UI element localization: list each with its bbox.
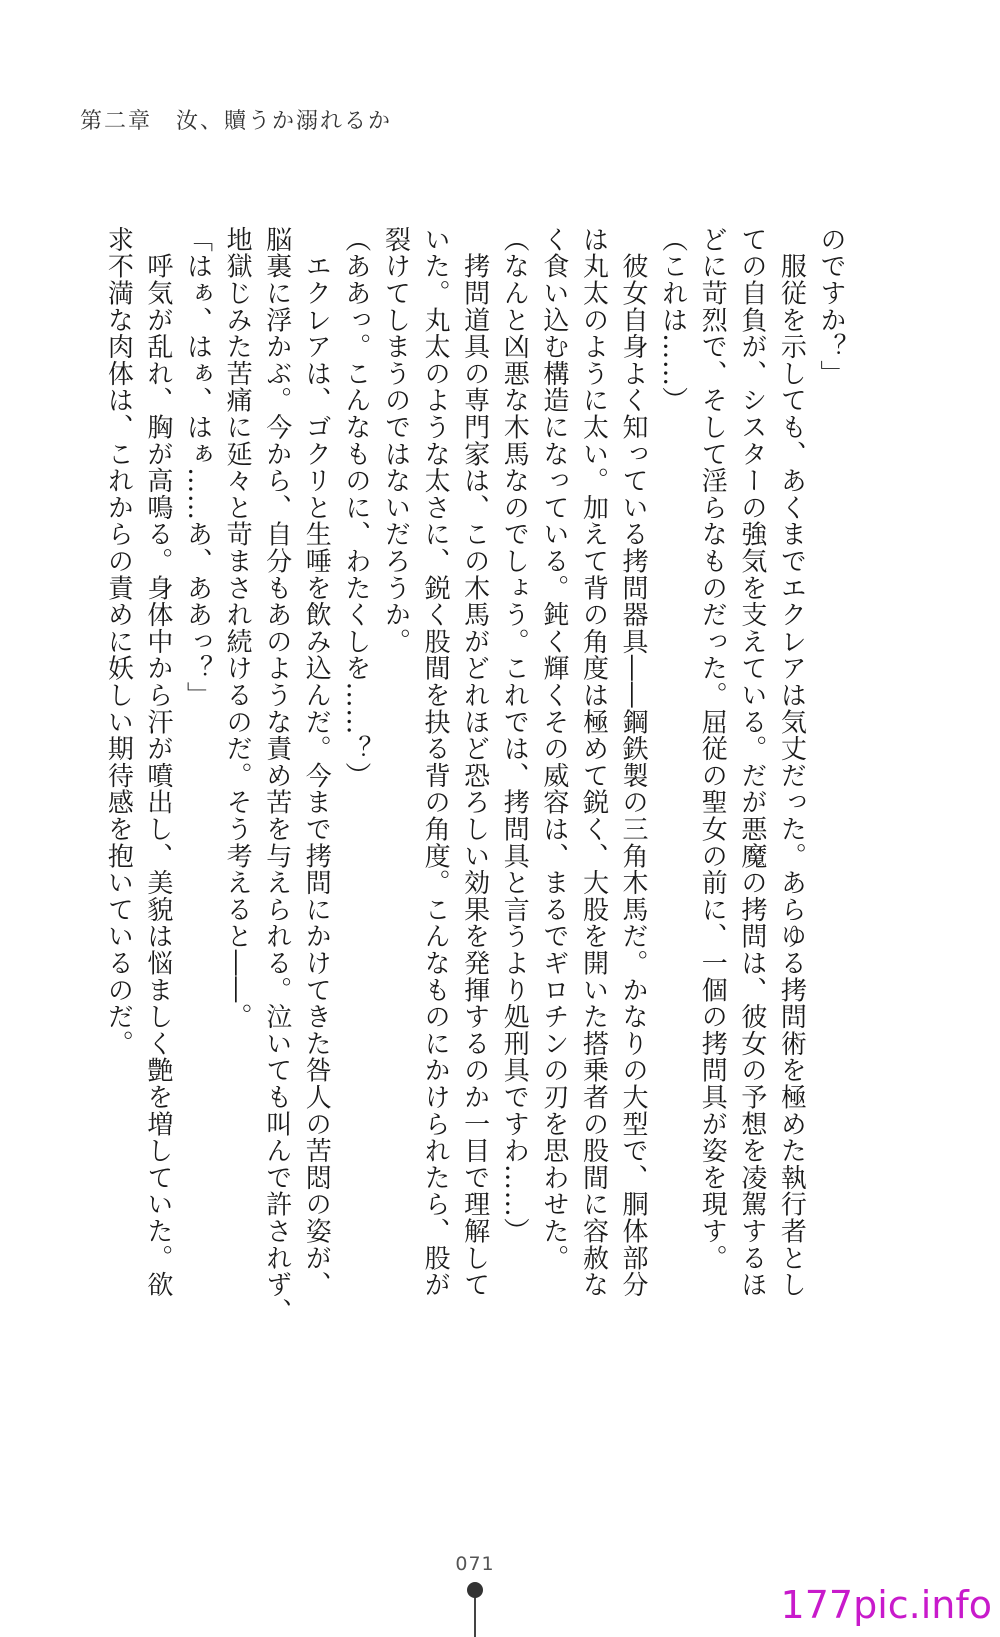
body-line: 「はぁ、はぁ、はぁ……あ、ああっ？」 xyxy=(182,226,213,709)
body-line: 求不満な肉体は、これからの責めに妖しい期待感を抱いているのだ。 xyxy=(103,226,134,1057)
body-line: 地獄じみた苦痛に延々と苛まされ続けるのだ。そう考えると――。 xyxy=(222,226,253,1030)
body-line: く食い込む構造になっている。鈍く輝くその威容は、まるでギロチンの刃を思わせた。 xyxy=(538,226,569,1272)
running-header-chapter-title: 第二章 汝、贖うか溺れるか xyxy=(80,109,393,134)
body-line: 脳裏に浮かぶ。今から、自分もあのような責め苦を与えられる。泣いても叫んで許されず、 xyxy=(261,226,292,1325)
page-number: 071 xyxy=(455,1553,495,1575)
body-line: どに苛烈で、そして淫らなものだった。屈従の聖女の前に、一個の拷問具が姿を現す。 xyxy=(697,226,728,1272)
body-line: 服従を示しても、あくまでエクレアは気丈だった。あらゆる拷問術を極めた執行者とし xyxy=(776,226,807,1298)
body-line: 呼気が乱れ、胸が高鳴る。身体中から汗が噴出し、美貌は悩ましく艶を増していた。欲 xyxy=(142,226,173,1298)
watermark: 177pic.info xyxy=(780,1583,992,1627)
body-text-vertical xyxy=(98,226,850,1346)
body-line: ての自負が、シスターの強気を支えている。だが悪魔の拷問は、彼女の予想を凌駕するほ xyxy=(736,226,767,1298)
body-line: いた。丸太のような太さに、鋭く股間を抉る背の角度。こんなものにかけられたら、股が xyxy=(420,226,451,1298)
body-line: 彼女自身よく知っている拷問器具――鋼鉄製の三角木馬だ。かなりの大型で、胴体部分 xyxy=(618,226,649,1298)
body-line: 裂けてしまうのではないだろうか。 xyxy=(380,226,411,655)
body-line: のですか？」 xyxy=(816,226,846,387)
body-line: （なんと凶悪な木馬なのでしょう。これでは、拷問具と言うより処刑具ですわ……） xyxy=(499,226,530,1245)
body-line: （これは……） xyxy=(657,226,688,414)
body-line: 拷問道具の専門家は、この木馬がどれほど恐ろしい効果を発揮するのか一目で理解して xyxy=(459,226,490,1298)
body-line: （ああっ。こんなものに、わたくしを……？） xyxy=(340,226,371,789)
body-line: は丸太のように太い。加えて背の角度は極めて鋭く、大股を開いた搭乗者の股間に容赦な xyxy=(578,226,609,1298)
page-marker-dot-icon xyxy=(467,1582,483,1598)
body-line: エクレアは、ゴクリと生唾を飲み込んだ。今まで拷問にかけてきた咎人の苦悶の姿が、 xyxy=(301,226,332,1298)
